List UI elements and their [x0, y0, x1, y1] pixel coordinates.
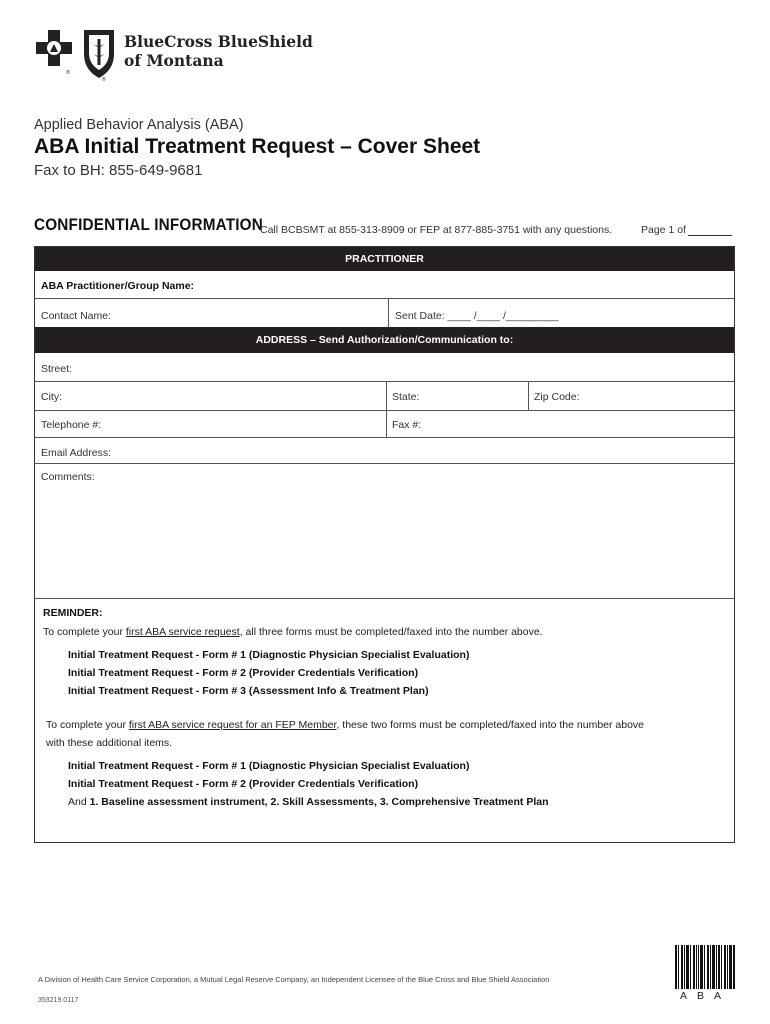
telephone-label: Telephone #: [41, 419, 102, 431]
comments-label: Comments: [41, 471, 95, 483]
reminder-heading: REMINDER: [43, 607, 103, 619]
blue-shield-icon [84, 30, 114, 78]
contact-name-label: Contact Name: [41, 310, 112, 322]
email-label: Email Address: [41, 447, 112, 459]
forms-a-item-2: Initial Treatment Request - Form # 2 (Provider Credentials Verification) [68, 667, 419, 679]
sent-date-label: Sent Date: ____ /____ /_________ [395, 310, 559, 322]
reminder-line1-pre: To complete your [43, 626, 126, 638]
forms-b-item-2: Initial Treatment Request - Form # 2 (Provider Credentials Verification) [68, 778, 419, 790]
call-info: Call BCBSMT at 855-313-8909 or FEP at 877-885-3751 with any questions. [260, 224, 613, 236]
fax-number: Fax to BH: 855-649-9681 [34, 162, 203, 179]
confidential-heading: CONFIDENTIAL INFORMATION [34, 215, 263, 234]
street-label: Street: [41, 363, 72, 375]
reminder-line2-link: first ABA service request for an FEP Member [128, 719, 337, 731]
additional-items [68, 796, 549, 809]
reminder-line2-pre: To complete your [46, 719, 129, 731]
request-form [34, 246, 735, 843]
fax-label: Fax #: [392, 419, 422, 431]
and-items: 1. Baseline assessment instrument, 2. Skill Assessments, 3. Comprehensive Treatment Plan [89, 796, 549, 808]
practitioner-header: PRACTITIONER [35, 247, 734, 271]
city-label: City: [41, 391, 62, 403]
page-title: ABA Initial Treatment Request – Cover Sheet [34, 135, 481, 158]
form-subtitle: Applied Behavior Analysis (ABA) [34, 117, 244, 133]
reminder-line2-post: , these two forms must be completed/faxed into the number above [336, 719, 645, 731]
forms-a-item-3: Initial Treatment Request - Form # 3 (Assessment Info & Treatment Plan) [68, 685, 429, 697]
blue-cross-icon [36, 30, 72, 66]
barcode-image [675, 945, 735, 989]
reminder-line1-link: first ABA service request [125, 626, 240, 638]
page-count-field[interactable] [688, 235, 732, 236]
state-label: State: [392, 391, 420, 403]
zip-label: Zip Code: [534, 391, 580, 403]
brand-line1: BlueCross BlueShield [124, 32, 313, 51]
brand-name [124, 32, 313, 70]
reminder-line2-cont: with these additional items. [46, 737, 173, 749]
group-name-label: ABA Practitioner/Group Name: [41, 280, 195, 292]
address-header: ADDRESS – Send Authorization/Communication to: [35, 327, 734, 353]
and-label: And [68, 796, 87, 808]
barcode-label: ABA [680, 990, 732, 1002]
svg-text:®: ® [66, 70, 70, 76]
svg-text:®: ® [102, 77, 106, 83]
reminder-line2 [46, 719, 644, 732]
forms-b-item-1: Initial Treatment Request - Form # 1 (Diagnostic Physician Specialist Evaluation) [68, 760, 470, 772]
page-count-label: Page 1 of [641, 224, 686, 236]
reminder-line1-post: , all three forms must be completed/faxed into the number above. [239, 626, 543, 638]
reminder-line1 [43, 626, 543, 639]
forms-a-item-1: Initial Treatment Request - Form # 1 (Diagnostic Physician Specialist Evaluation) [68, 649, 470, 661]
brand-line2: of Montana [124, 51, 224, 70]
form-code: 353219.0117 [38, 997, 79, 1004]
division-notice: A Division of Health Care Service Corporation, a Mutual Legal Reserve Company, an Independent Licensee of the Blue Cross and Blue Shield Association [38, 975, 550, 984]
